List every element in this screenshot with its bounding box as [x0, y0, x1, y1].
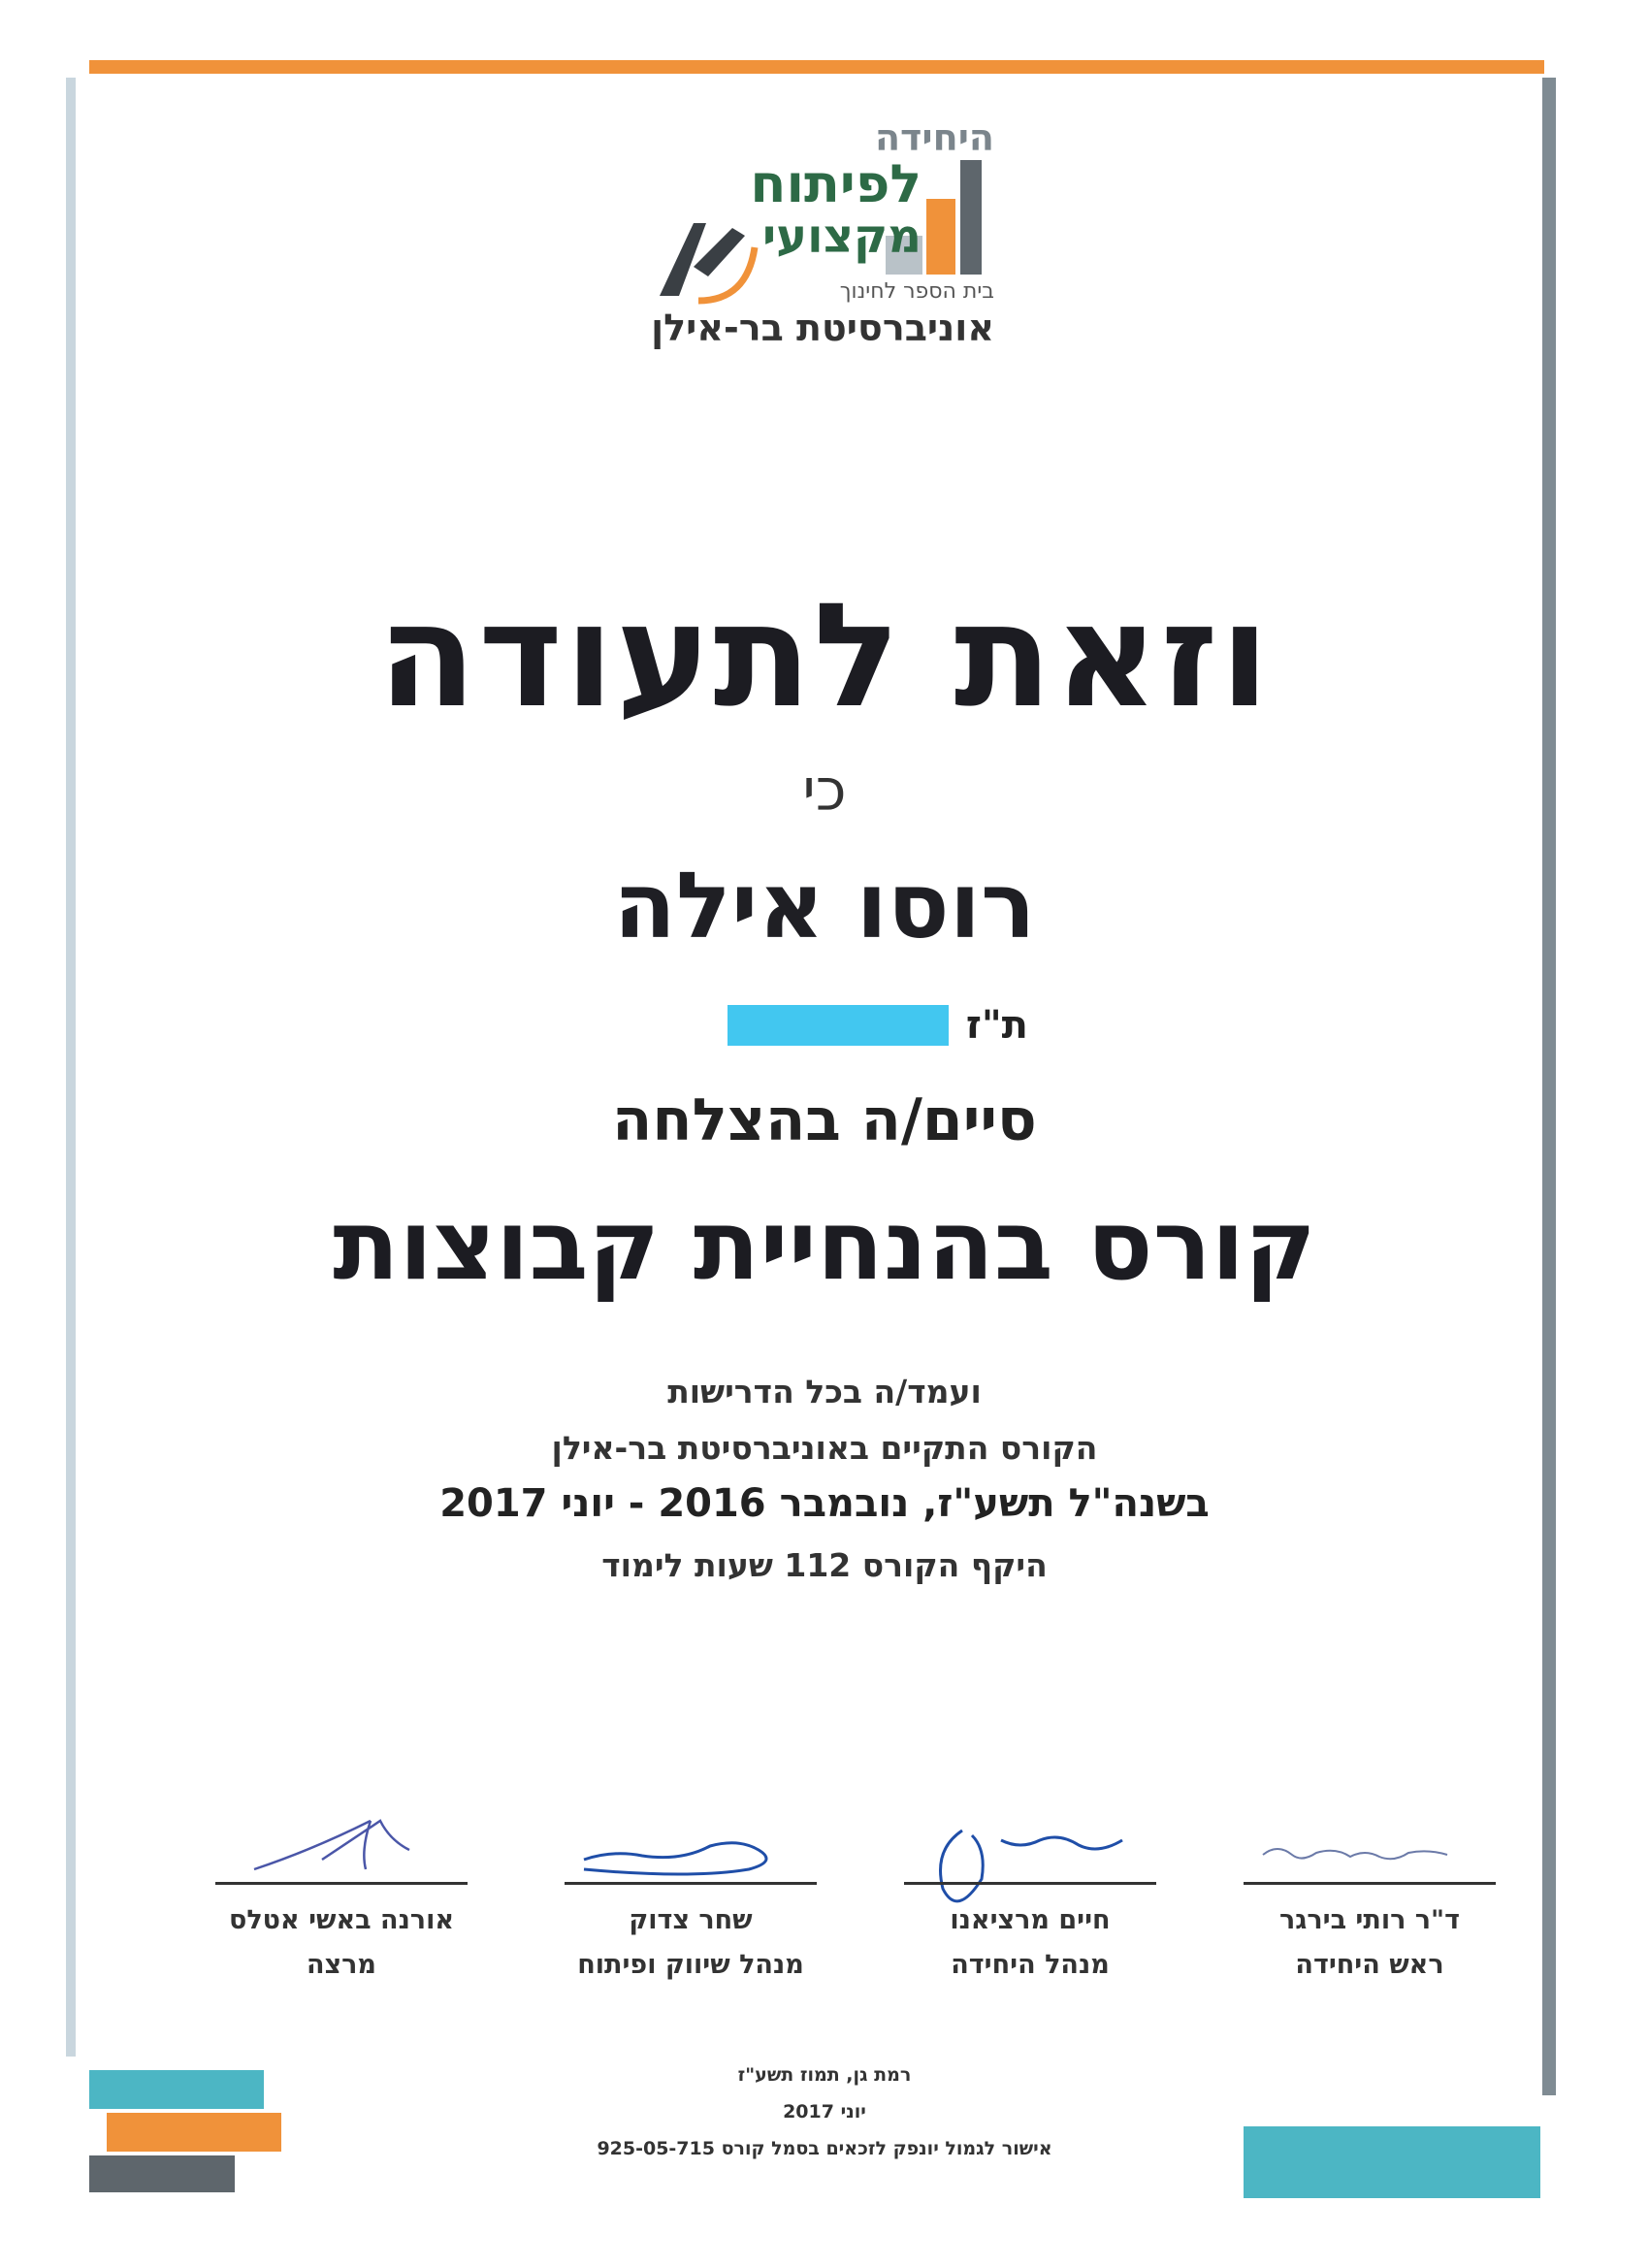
- logo-unit-text: היחידה: [874, 116, 994, 159]
- signature-role: מרצה: [307, 1950, 376, 1980]
- signature-line: [565, 1882, 817, 1885]
- signature-role: מנהל היחידה: [951, 1950, 1110, 1980]
- course-name: קורס בהנחיית קבוצות: [333, 1188, 1316, 1302]
- id-label: ת"ז: [965, 1003, 1028, 1048]
- logo: [640, 116, 1009, 359]
- logo-professional-text: מקצועי: [762, 210, 922, 264]
- footer-approval: אישור לגמול יונפק לזכאים בסמל קורס 925-05-715: [597, 2138, 1052, 2159]
- signature-line: [215, 1882, 468, 1885]
- footer-place-date: רמת גן, תמוז תשע"ז: [737, 2064, 912, 2086]
- id-redaction: [728, 1005, 949, 1046]
- completed-text: סיים/ה בהצלחה: [612, 1086, 1037, 1154]
- handwritten-signature: [565, 1826, 817, 1884]
- requirement-line: הקורס התקיים באוניברסיטת בר-אילן: [551, 1429, 1098, 1467]
- recipient-name: רוסו אילה: [613, 854, 1036, 959]
- signature-name: שחר צדוק: [629, 1905, 753, 1935]
- bar-ilan-emblem-icon: [640, 209, 766, 315]
- corner-block-gray: [89, 2155, 235, 2192]
- requirement-line: היקף הקורס 112 שעות לימוד: [601, 1546, 1048, 1584]
- signature-line: [1244, 1882, 1496, 1885]
- handwritten-signature: [1244, 1826, 1496, 1884]
- signature-role: מנהל שיווק ופיתוח: [577, 1950, 804, 1980]
- logo-university-text: אוניברסיטת בר-אילן: [651, 307, 994, 349]
- certificate-ki: כי: [802, 757, 847, 825]
- logo-school-text: בית הספר לחינוך: [839, 279, 994, 304]
- left-border-bar: [66, 78, 76, 2057]
- signature-name: אורנה באשי אטלס: [229, 1905, 454, 1935]
- signature-name: חיים מרציאנו: [950, 1905, 1111, 1935]
- requirement-line: בשנה"ל תשע"ז, נובמבר 2016 - יוני 2017: [439, 1481, 1210, 1526]
- signature-role: ראש היחידה: [1295, 1950, 1444, 1980]
- signature-line: [904, 1882, 1156, 1885]
- handwritten-signature: [215, 1801, 468, 1879]
- logo-development-text: לפיתוח: [750, 153, 922, 214]
- top-border-bar: [89, 60, 1544, 74]
- certificate-title: וזאת לתעודה: [377, 572, 1272, 739]
- footer-date-gregorian: יוני 2017: [783, 2101, 866, 2122]
- requirement-line: ועמד/ה בכל הדרישות: [667, 1373, 982, 1410]
- id-row: [621, 999, 1028, 1053]
- signature-name: ד"ר רותי בירגר: [1279, 1905, 1460, 1935]
